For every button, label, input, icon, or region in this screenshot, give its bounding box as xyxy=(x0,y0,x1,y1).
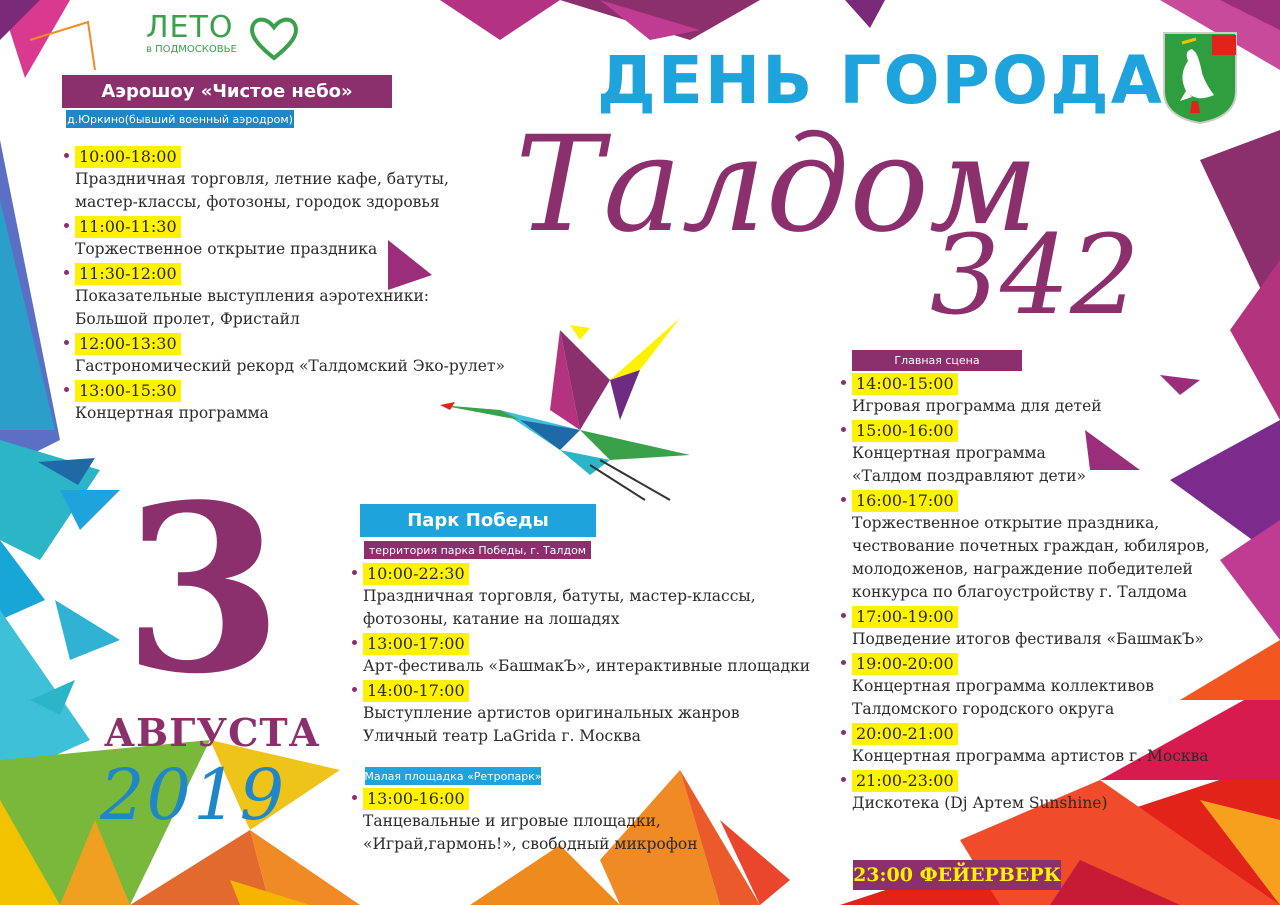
event-description: фотозоны, катание на лошадях xyxy=(363,610,620,628)
time-badge: 10:00-18:00 xyxy=(75,146,181,168)
event-description: Уличный театр LaGrida г. Москва xyxy=(363,727,641,745)
time-badge: 20:00-21:00 xyxy=(852,723,958,745)
date-day: 3 xyxy=(122,455,284,725)
schedule-item xyxy=(852,723,1210,768)
heart-outline-icon xyxy=(246,14,302,62)
bullet-dot-icon xyxy=(841,660,846,665)
event-description: Танцевальные и игровые площадки, xyxy=(363,812,661,830)
schedule-item xyxy=(852,420,1210,488)
event-description: «Играй,гармонь!», свободный микрофон xyxy=(363,835,698,853)
event-description: Концертная программа артистов г. Москва xyxy=(852,747,1209,765)
bullet-dot-icon xyxy=(841,497,846,502)
time-badge: 16:00-17:00 xyxy=(852,490,958,512)
event-description: «Талдом поздравляют дети» xyxy=(852,467,1087,485)
time-badge: 11:30-12:00 xyxy=(75,263,181,285)
time-badge: 10:00-22:30 xyxy=(363,563,469,585)
bullet-dot-icon xyxy=(352,570,357,575)
fireworks-banner: 23:00 ФЕЙЕРВЕРК xyxy=(853,860,1061,890)
schedule-item xyxy=(363,680,810,748)
event-description: Праздничная торговля, батуты, мастер-классы, xyxy=(363,587,756,605)
schedule-item xyxy=(75,263,505,331)
park-location: территория парка Победы, г. Талдом xyxy=(364,541,591,559)
airshow-location: д.Юркино(бывший военный аэродром) xyxy=(66,110,294,128)
event-description: Арт-фестиваль «БашмакЪ», интерактивные площадки xyxy=(363,657,811,675)
event-description: Гастрономический рекорд «Талдомский Эко-рулет» xyxy=(75,357,505,375)
event-description: Большой пролет, Фристайл xyxy=(75,310,300,328)
schedule-item xyxy=(852,653,1210,721)
bullet-dot-icon xyxy=(841,777,846,782)
time-badge: 13:00-16:00 xyxy=(363,788,469,810)
main-stage-schedule xyxy=(852,373,1210,817)
date-year: 2019 xyxy=(100,754,287,836)
schedule-item xyxy=(75,333,505,378)
time-badge: 15:00-16:00 xyxy=(852,420,958,442)
event-description: Концертная программа коллективов xyxy=(852,677,1154,695)
time-badge: 21:00-23:00 xyxy=(852,770,958,792)
time-badge: 19:00-20:00 xyxy=(852,653,958,675)
schedule-item xyxy=(363,563,810,631)
schedule-item xyxy=(75,146,505,214)
bullet-dot-icon xyxy=(64,270,69,275)
time-badge: 17:00-19:00 xyxy=(852,606,958,628)
title-day-of-city: ДЕНЬ ГОРОДА xyxy=(597,42,1164,119)
bullet-dot-icon xyxy=(841,427,846,432)
taldom-crest-icon xyxy=(1162,31,1238,125)
retro-park-label: Малая площадка «Ретропарк» xyxy=(365,767,541,785)
retro-schedule xyxy=(363,788,698,858)
bullet-dot-icon xyxy=(352,795,357,800)
time-badge: 13:00-15:30 xyxy=(75,380,181,402)
event-description: Игровая программа для детей xyxy=(852,397,1102,415)
event-description: Концертная программа xyxy=(75,404,269,422)
bullet-dot-icon xyxy=(841,613,846,618)
title-city-name: Талдом xyxy=(515,108,1039,262)
bullet-dot-icon xyxy=(352,640,357,645)
bullet-dot-icon xyxy=(64,223,69,228)
event-description: молодоженов, награждение победителей xyxy=(852,560,1193,578)
event-description: Торжественное открытие праздника xyxy=(75,240,378,258)
event-description: Торжественное открытие праздника, xyxy=(852,514,1160,532)
event-description: чествование почетных граждан, юбиляров, xyxy=(852,537,1210,555)
bullet-dot-icon xyxy=(64,340,69,345)
time-badge: 13:00-17:00 xyxy=(363,633,469,655)
park-schedule xyxy=(363,563,810,750)
event-description: Подведение итогов фестиваля «БашмакЪ» xyxy=(852,630,1204,648)
event-description: Дискотека (Dj Артем Sunshine) xyxy=(852,794,1108,812)
event-description: Показательные выступления аэротехники: xyxy=(75,287,429,305)
schedule-item xyxy=(852,373,1210,418)
event-description: Праздничная торговля, летние кафе, батуты, xyxy=(75,170,449,188)
bullet-dot-icon xyxy=(352,687,357,692)
event-description: Концертная программа xyxy=(852,444,1046,462)
logo-title: ЛЕТО xyxy=(146,10,234,45)
schedule-item xyxy=(363,633,810,678)
schedule-item xyxy=(852,606,1210,651)
title-anniversary: 342 xyxy=(930,211,1140,339)
schedule-item xyxy=(852,490,1210,604)
date-month: АВГУСТА xyxy=(104,710,321,755)
leto-logo xyxy=(146,12,237,56)
schedule-item xyxy=(75,380,505,425)
bullet-dot-icon xyxy=(841,730,846,735)
event-description: Выступление артистов оригинальных жанров xyxy=(363,704,740,722)
schedule-item xyxy=(75,216,505,261)
bullet-dot-icon xyxy=(841,380,846,385)
event-description: Талдомского городского округа xyxy=(852,700,1115,718)
bullet-dot-icon xyxy=(64,387,69,392)
time-badge: 12:00-13:30 xyxy=(75,333,181,355)
event-description: мастер-классы, фотозоны, городок здоровья xyxy=(75,193,440,211)
bullet-dot-icon xyxy=(64,153,69,158)
time-badge: 14:00-17:00 xyxy=(363,680,469,702)
logo-subtitle: в ПОДМОСКОВЬЕ xyxy=(146,44,237,55)
schedule-item xyxy=(852,770,1210,815)
airshow-schedule xyxy=(75,146,505,427)
time-badge: 11:00-11:30 xyxy=(75,216,181,238)
main-stage-label: Главная сцена xyxy=(852,350,1022,371)
airshow-header: Аэрошоу «Чистое небо» xyxy=(62,75,392,108)
schedule-item xyxy=(363,788,698,856)
event-description: конкурса по благоустройству г. Талдома xyxy=(852,583,1187,601)
time-badge: 14:00-15:00 xyxy=(852,373,958,395)
park-header: Парк Победы xyxy=(360,504,596,537)
